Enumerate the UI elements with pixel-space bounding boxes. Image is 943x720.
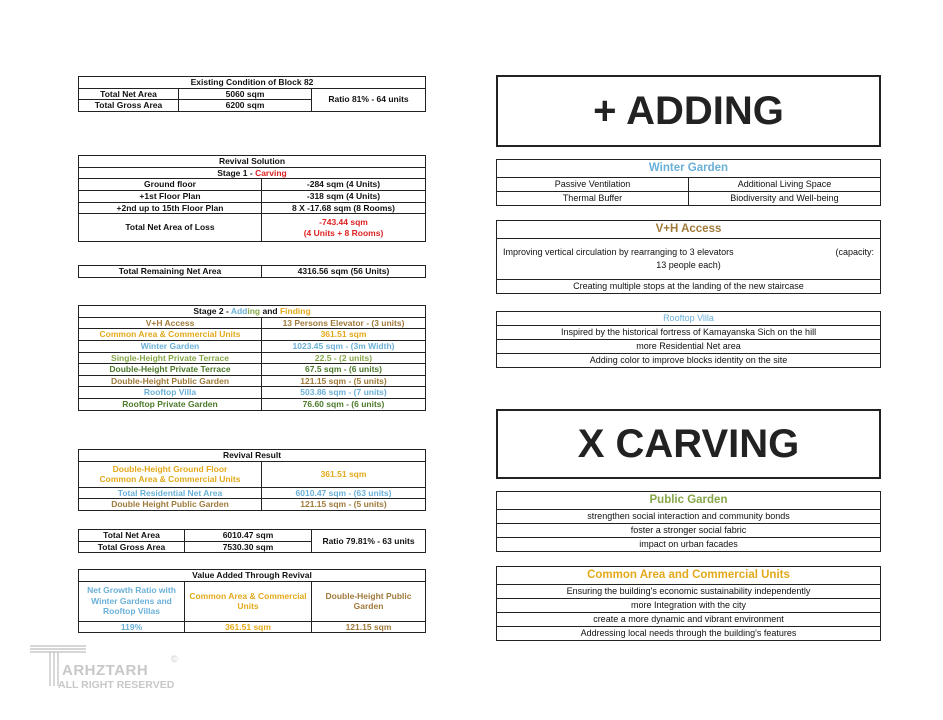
row-label: Single-Height Private Terrace (79, 352, 262, 364)
row-label: Common Area & Commercial Units (79, 329, 262, 341)
revival-solution-table (78, 155, 426, 242)
cell: strengthen social interaction and community bonds (497, 510, 881, 524)
row-label: Total Net Area (79, 530, 185, 542)
table-title: Value Added Through Revival (79, 570, 426, 582)
existing-condition-table (78, 76, 426, 112)
row-value: 67.5 sqm - (6 units) (262, 364, 426, 376)
adding-title-box (496, 75, 881, 147)
row-value: 503.86 sqm - (7 units) (262, 387, 426, 399)
row-value: 1023.45 sqm - (3m Width) (262, 340, 426, 352)
row-value: 22.5 - (2 units) (262, 352, 426, 364)
vh-capacity: (capacity: (835, 246, 874, 257)
public-garden-table (496, 491, 881, 552)
row-value: 361.51 sqm (262, 461, 426, 487)
row-label: V+H Access (79, 317, 262, 329)
row-label: Total Gross Area (79, 100, 179, 112)
row-value: 6010.47 sqm - (63 units) (262, 487, 426, 499)
row-value: 76.60 sqm - (6 units) (262, 399, 426, 411)
cell: Ensuring the building's economic sustainability independently (497, 585, 881, 599)
table-title: Revival Result (79, 450, 426, 462)
row-value: 121.15 sqm - (5 units) (262, 375, 426, 387)
ratio-cell: Ratio 79.81% - 63 units (312, 530, 426, 553)
loss-label: Total Net Area of Loss (79, 214, 262, 242)
section-title: Common Area and Commercial Units (497, 567, 881, 585)
cell: more Integration with the city (497, 599, 881, 613)
section-title: Winter Garden (497, 160, 881, 178)
cell: Passive Ventilation (497, 178, 689, 192)
row-label: +1st Floor Plan (79, 190, 262, 202)
table-title: Revival Solution (79, 156, 426, 168)
cell: Additional Living Space (689, 178, 881, 192)
cell: Adding color to improve blocks identity on the site (497, 354, 881, 368)
row-label: Ground floor (79, 179, 262, 191)
cell: Addressing local needs through the building's features (497, 627, 881, 641)
row-label: Winter Garden (79, 340, 262, 352)
row-label: Rooftop Private Garden (79, 399, 262, 411)
value-added-table (78, 569, 426, 633)
stage2-title: Stage 2 - Adding and Finding (79, 306, 426, 318)
row-label: Double-Height Ground Floor Common Area & Commercial Units (79, 461, 262, 487)
stage1-title: Stage 1 - Carving (79, 167, 426, 179)
cell: create a more dynamic and vibrant environment (497, 613, 881, 627)
section-title: V+H Access (497, 221, 881, 239)
row-value: 6200 sqm (179, 100, 312, 112)
vh-access-table (496, 220, 881, 294)
row-value: 6010.47 sqm (185, 530, 312, 542)
row-value: 7530.30 sqm (185, 541, 312, 553)
carving-title-box (496, 409, 881, 479)
cell: Inspired by the historical fortress of Kamayanska Sich on the hill (497, 326, 881, 340)
cell: Thermal Buffer (497, 192, 689, 206)
row-value: -318 sqm (4 Units) (262, 190, 426, 202)
row-value: 4316.56 sqm (56 Units) (262, 266, 426, 278)
winter-garden-table (496, 159, 881, 206)
cell: more Residential Net area (497, 340, 881, 354)
arhztarh-logo (28, 640, 188, 695)
logo-name: ARHZTARH (62, 662, 149, 679)
row-label: +2nd up to 15th Floor Plan (79, 202, 262, 214)
row-label: Double-Height Private Terrace (79, 364, 262, 376)
vh-line2: 13 people each) (656, 260, 721, 270)
common-area-table (496, 566, 881, 641)
row-label: Total Gross Area (79, 541, 185, 553)
cell: foster a stronger social fabric (497, 524, 881, 538)
loss-value: -743.44 sqm (4 Units + 8 Rooms) (262, 214, 426, 242)
cell: Creating multiple stops at the landing of the new staircase (497, 280, 881, 294)
row-value: 121.15 sqm - (5 units) (262, 499, 426, 511)
row-label: Rooftop Villa (79, 387, 262, 399)
table-title: Existing Condition of Block 82 (79, 77, 426, 89)
remaining-net-area-table (78, 265, 426, 278)
section-title: Public Garden (497, 492, 881, 510)
revival-result-table (78, 449, 426, 511)
cell: impact on urban facades (497, 538, 881, 552)
logo-copyright: © (171, 654, 178, 664)
row-value: 8 X -17.68 sqm (8 Rooms) (262, 202, 426, 214)
header-cell: Common Area & Commercial Units (185, 581, 312, 621)
row-label: Double-Height Public Garden (79, 375, 262, 387)
value-cell: 119% (79, 621, 185, 633)
header-cell: Double-Height Public Garden (312, 581, 426, 621)
row-value: -284 sqm (4 Units) (262, 179, 426, 191)
row-label: Total Remaining Net Area (79, 266, 262, 278)
row-value: 5060 sqm (179, 88, 312, 100)
row-label: Total Net Area (79, 88, 179, 100)
row-label: Double Height Public Garden (79, 499, 262, 511)
cell: Biodiversity and Well-being (689, 192, 881, 206)
value-cell: 121.15 sqm (312, 621, 426, 633)
ratio-cell: Ratio 81% - 64 units (312, 88, 426, 111)
header-cell: Net Growth Ratio with Winter Gardens and Rooftop Villas (79, 581, 185, 621)
carving-title: X CARVING (577, 421, 800, 466)
value-cell: 361.51 sqm (185, 621, 312, 633)
final-totals-table (78, 529, 426, 553)
row-value: 361.51 sqm (262, 329, 426, 341)
section-title: Rooftop Villa (497, 312, 881, 326)
logo-sub: ALL RIGHT RESERVED (58, 679, 175, 691)
rooftop-villa-table (496, 311, 881, 368)
adding-title: + ADDING (593, 88, 784, 133)
row-value: 13 Persons Elevator - (3 units) (262, 317, 426, 329)
stage2-table (78, 305, 426, 411)
vh-description (497, 239, 881, 280)
row-label: Total Residential Net Area (79, 487, 262, 499)
vh-line1: Improving vertical circulation by rearranging to 3 elevators (503, 246, 734, 257)
